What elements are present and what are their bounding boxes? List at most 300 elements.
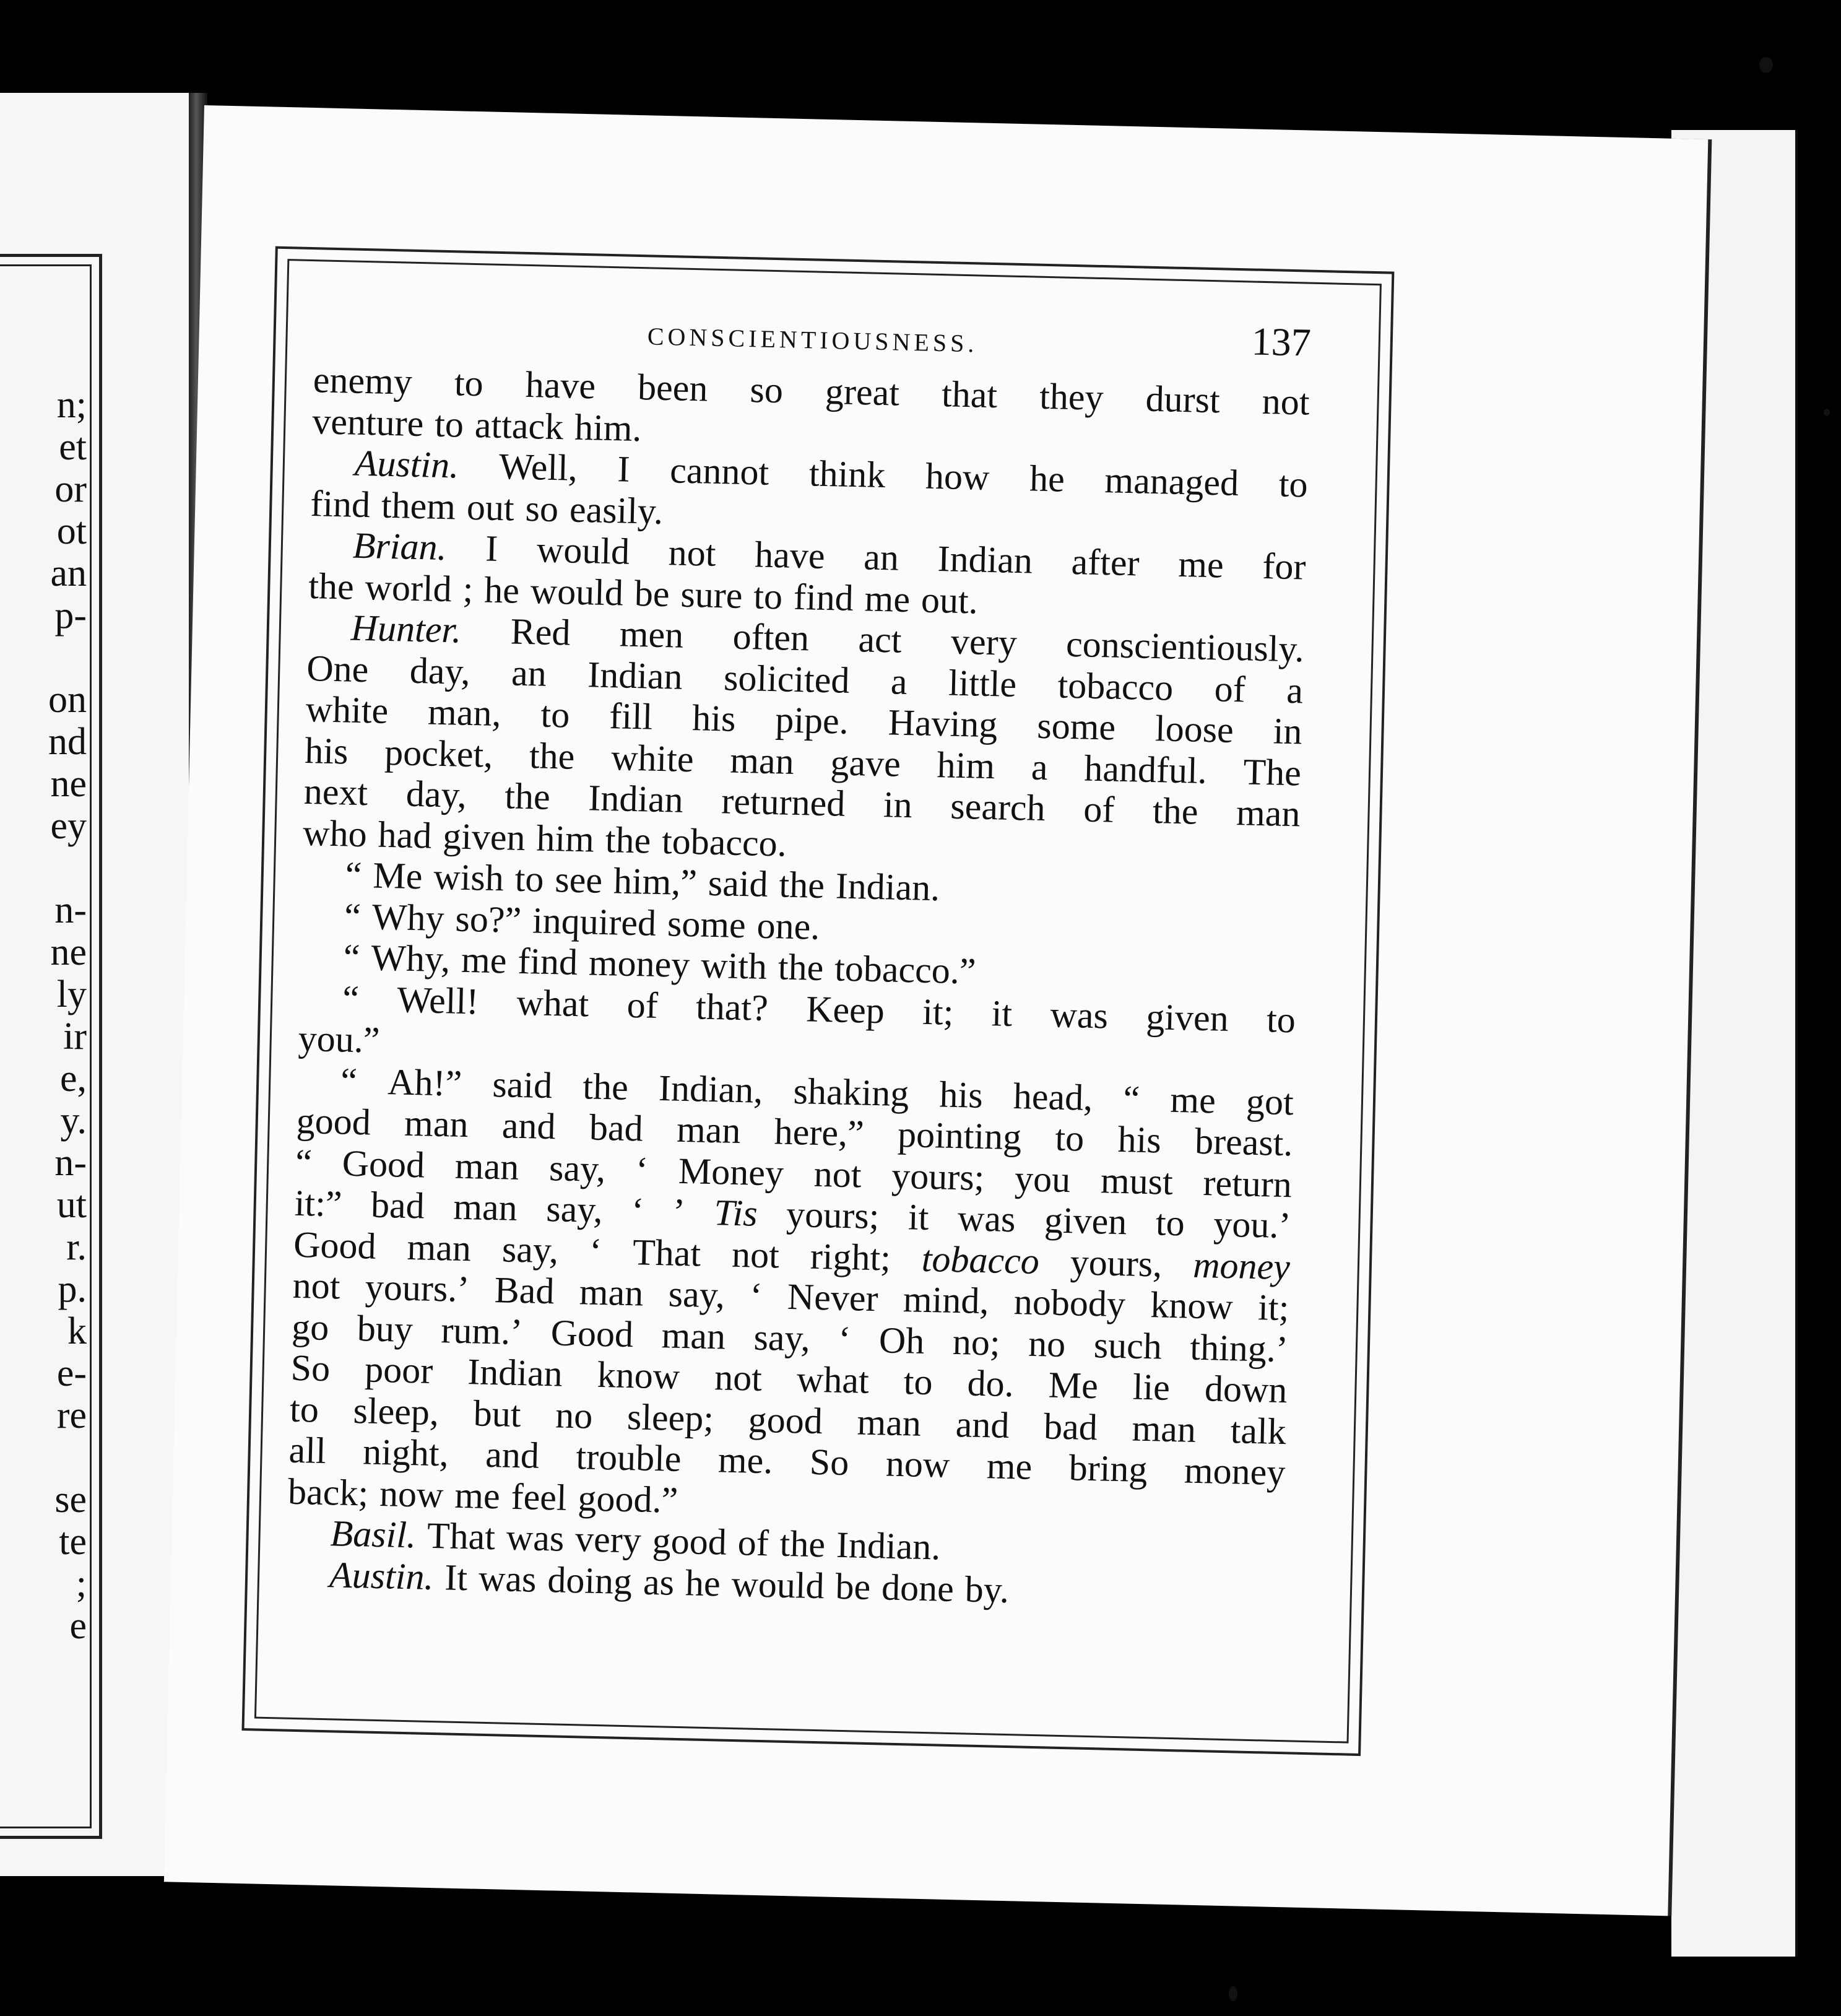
word: to (1278, 463, 1309, 505)
word: man (676, 1108, 742, 1152)
word: feel (511, 1475, 568, 1518)
word: after (1070, 541, 1140, 584)
left-page-fragment: n- (54, 889, 87, 931)
word: man, (427, 691, 502, 734)
word: That (632, 1231, 701, 1274)
word: me (864, 577, 911, 620)
word: great (825, 370, 900, 414)
word: man (661, 1314, 726, 1357)
word: by. (964, 1568, 1010, 1610)
word: good (296, 1100, 371, 1143)
word: his (691, 697, 737, 739)
word: world (364, 566, 453, 609)
word: “ (340, 1059, 358, 1101)
word: I (617, 448, 631, 490)
word: yours.’ (365, 1266, 470, 1310)
speaker-name: Basil. (329, 1513, 417, 1556)
word: Well! (396, 978, 479, 1022)
speaker-name: Austin. (354, 442, 460, 486)
word: to (454, 362, 484, 404)
word: would (730, 1563, 825, 1606)
left-page-fragment: or (54, 468, 87, 510)
word: Ah!” (387, 1061, 462, 1104)
word: Indian. (835, 865, 940, 909)
word: inquired (532, 899, 657, 944)
word: Having (888, 702, 998, 745)
left-page-fragment: ne (50, 763, 87, 805)
word: the (779, 1523, 826, 1565)
word: doing (547, 1558, 633, 1602)
word: the (1152, 790, 1199, 832)
word: Good (293, 1223, 377, 1267)
page-text-block (285, 300, 1311, 1617)
word: find (793, 576, 854, 619)
word: bad (1043, 1405, 1098, 1448)
word: good.” (577, 1477, 678, 1521)
word: an (863, 536, 899, 578)
word: “ (344, 895, 362, 937)
word: to (753, 575, 783, 617)
word: pocket, (384, 731, 493, 775)
word: attack (474, 404, 564, 447)
word: Oh (878, 1319, 925, 1362)
word: in (883, 784, 913, 826)
word: a (890, 660, 908, 702)
word: not (714, 1357, 763, 1399)
word: Indian. (836, 1524, 942, 1568)
word: now (379, 1472, 444, 1515)
word: him (937, 744, 995, 786)
running-title: CONSCIENTIOUSNESS. (647, 322, 978, 358)
word: good (652, 1520, 727, 1563)
word: shaking (792, 1070, 910, 1114)
word: his (304, 729, 349, 772)
left-page-fragment: nd (48, 721, 87, 763)
word: not (668, 532, 717, 574)
word: men (619, 613, 685, 656)
word: man (729, 739, 795, 782)
word: ‘ (838, 1318, 852, 1360)
word: good (748, 1398, 823, 1441)
word: given (442, 815, 526, 858)
word: man (404, 1102, 469, 1145)
word: conscientiously. (1065, 623, 1305, 670)
word: one. (756, 905, 821, 947)
word: bad (370, 1184, 425, 1227)
left-page-fragment: n- (54, 1142, 87, 1184)
word: do. (966, 1362, 1015, 1405)
word: but (473, 1392, 522, 1435)
word: as (643, 1561, 675, 1603)
word: an (511, 652, 547, 694)
word: some (1036, 705, 1116, 748)
word: I (485, 528, 499, 569)
word: That (427, 1514, 496, 1558)
word: to (289, 1388, 319, 1430)
word: it:” (294, 1182, 343, 1225)
left-page-fragment: e (69, 1605, 87, 1647)
word: tobacco.” (834, 947, 977, 992)
word: Money (678, 1150, 784, 1194)
word: so (524, 487, 559, 529)
word: ; (462, 568, 474, 610)
word: returned (721, 780, 846, 824)
word: said (708, 862, 769, 905)
word: tobacco. (661, 820, 787, 864)
word: Well, (498, 445, 578, 489)
left-page-fragment: te (59, 1521, 87, 1563)
word: the (582, 1065, 629, 1108)
word: of (1083, 788, 1115, 830)
left-page-fragment: ot (56, 510, 87, 552)
word: “ (343, 936, 361, 978)
word: out. (920, 578, 979, 622)
word: cannot (669, 450, 769, 493)
word: know (597, 1353, 680, 1397)
word: ’ (672, 1191, 686, 1233)
word: bring (1068, 1447, 1148, 1490)
left-page-fragment: p. (58, 1268, 87, 1310)
word: act (857, 619, 903, 661)
word: that? (695, 985, 769, 1028)
word: say, (545, 1188, 604, 1231)
left-page-fragment: e, (59, 1058, 87, 1100)
word: all (288, 1429, 327, 1472)
scan-speck (1759, 57, 1773, 73)
word: the (778, 946, 825, 989)
word: Indian (587, 653, 683, 697)
word: go (291, 1306, 330, 1348)
word: he (483, 568, 520, 611)
page-number: 137 (1250, 319, 1312, 365)
word: poor (364, 1349, 434, 1391)
word: money (1192, 1244, 1291, 1287)
word: white (305, 688, 389, 731)
word: Tis (713, 1192, 758, 1234)
word: them (381, 484, 456, 527)
word: and (485, 1433, 540, 1476)
word: you (1014, 1157, 1071, 1200)
word: it; (1257, 1287, 1290, 1329)
word: who (302, 812, 368, 854)
word: nobody (1013, 1281, 1126, 1325)
word: no (555, 1394, 594, 1436)
word: him,” (613, 860, 698, 903)
word: with (700, 944, 768, 987)
word: sleep, (353, 1389, 440, 1433)
word: you.” (298, 1017, 381, 1061)
word: think (808, 453, 886, 496)
word: for (1262, 545, 1307, 588)
word: talk (1230, 1409, 1287, 1452)
word: the (308, 565, 355, 607)
body-text (285, 359, 1310, 1617)
word: me (461, 939, 508, 981)
word: So (290, 1347, 331, 1389)
word: they (1039, 375, 1104, 419)
facing-page-left (0, 93, 189, 1876)
word: the (605, 819, 651, 861)
word: trouble (575, 1436, 682, 1480)
word: yours; (891, 1155, 985, 1198)
word: not (1262, 380, 1310, 423)
word: find (517, 940, 578, 983)
word: say, (548, 1147, 607, 1189)
word: it; (922, 991, 955, 1033)
left-page-fragment: n; (56, 384, 87, 426)
word: buy (357, 1307, 414, 1350)
word: me (1169, 1079, 1216, 1121)
word: now (885, 1443, 951, 1485)
word: to (1054, 1117, 1085, 1159)
word: Me (372, 854, 423, 897)
word: would (530, 570, 624, 614)
word: ‘ (749, 1275, 763, 1316)
word: it (991, 992, 1013, 1034)
word: find (310, 482, 371, 525)
left-page-fragment: ly (56, 973, 87, 1015)
word: often (732, 615, 810, 659)
word: his (938, 1073, 984, 1116)
word: The (1242, 750, 1302, 793)
word: white (610, 736, 695, 780)
scan-speck (1824, 409, 1830, 416)
word: Me (1048, 1364, 1099, 1407)
word: had (377, 814, 433, 856)
word: here,” (774, 1111, 865, 1154)
word: that (941, 373, 998, 416)
word: say, (501, 1228, 559, 1271)
word: day, (405, 773, 467, 815)
word: said (492, 1063, 553, 1106)
left-page-fragment: y. (60, 1100, 87, 1142)
word: easily. (569, 489, 664, 532)
word: pointing (897, 1113, 1022, 1158)
word: Why (371, 895, 445, 939)
word: of (626, 984, 659, 1026)
word: search (950, 785, 1046, 829)
word: what (516, 981, 590, 1024)
word: a (1286, 669, 1304, 711)
word: right; (810, 1235, 891, 1279)
word: was (478, 1557, 537, 1600)
book-page-right (164, 105, 1708, 1916)
left-page-fragment: re (56, 1394, 87, 1436)
word: me (986, 1445, 1033, 1487)
word: been (637, 367, 709, 409)
word: him. (574, 406, 643, 449)
word: so (749, 369, 784, 411)
word: in (1273, 710, 1303, 752)
word: thing.’ (1189, 1326, 1289, 1370)
word: to (1266, 998, 1296, 1040)
word: managed (1104, 459, 1239, 504)
word: tobacco (921, 1238, 1040, 1282)
word: night, (362, 1431, 449, 1474)
word: the (778, 864, 825, 906)
word: no (1028, 1323, 1067, 1365)
word: know (1150, 1284, 1234, 1327)
word: next (303, 770, 368, 814)
word: yours; (786, 1193, 880, 1237)
word: would (536, 529, 630, 572)
word: breast. (1194, 1120, 1294, 1164)
word: Never (787, 1275, 879, 1319)
word: ‘ (635, 1149, 649, 1191)
word: back; (287, 1471, 369, 1514)
left-page-fragment: ut (56, 1184, 87, 1226)
word: so?” (454, 898, 522, 941)
word: wish (433, 856, 505, 899)
word: Red (510, 610, 571, 653)
word: to (434, 403, 464, 445)
word: be (834, 1565, 871, 1607)
word: what (796, 1358, 870, 1401)
word: very (574, 1518, 642, 1561)
word: given (1145, 996, 1229, 1039)
left-page-fragment: et (59, 426, 87, 468)
word: Bad (494, 1269, 555, 1312)
word: the (504, 775, 551, 817)
word: So (809, 1441, 850, 1484)
left-page-fragment: se (54, 1479, 87, 1521)
word: say, (668, 1273, 726, 1316)
word: how (925, 455, 990, 498)
word: mind, (903, 1279, 990, 1322)
word: got (1245, 1080, 1294, 1123)
word: Good (342, 1142, 425, 1186)
left-page-fragment: r. (66, 1226, 87, 1268)
word: me. (717, 1439, 774, 1482)
word: of (737, 1522, 769, 1564)
word: venture (311, 400, 425, 444)
word: be (634, 572, 670, 614)
word: man (453, 1186, 518, 1228)
word: head, (1013, 1075, 1093, 1118)
word: you.’ (1213, 1203, 1292, 1246)
word: sleep; (626, 1396, 714, 1439)
word: Good (550, 1311, 634, 1355)
word: lie (1132, 1366, 1171, 1408)
word: man (454, 1145, 520, 1188)
word: rum.’ (440, 1309, 523, 1352)
word: given (1044, 1199, 1128, 1243)
left-page-text-fragments (0, 384, 87, 1647)
word: “ (342, 977, 360, 1019)
word: not (813, 1153, 862, 1196)
word: little (948, 662, 1017, 705)
word: was (506, 1516, 565, 1559)
word: and (955, 1403, 1010, 1446)
word: money (588, 942, 691, 986)
word: to (514, 858, 545, 900)
word: “ (1122, 1077, 1140, 1119)
speaker-name: Hunter. (350, 607, 462, 651)
left-page-fragment: ; (76, 1563, 87, 1605)
left-page-fragment (0, 637, 87, 679)
word: “ (295, 1141, 313, 1183)
word: sure (680, 573, 743, 616)
word: it (908, 1196, 930, 1238)
word: his (1117, 1118, 1162, 1161)
word: very (950, 620, 1018, 663)
word: return (1202, 1162, 1293, 1205)
speaker-name: Brian. (352, 524, 448, 568)
word: some (667, 902, 747, 945)
left-page-fragment: ir (63, 1015, 87, 1058)
word: tobacco (1057, 664, 1174, 708)
word: he (1029, 458, 1065, 500)
word: have (525, 363, 596, 407)
left-page-fragment: e- (56, 1352, 87, 1394)
word: enemy (313, 359, 413, 402)
word: loose (1154, 708, 1234, 750)
word: Keep (805, 988, 885, 1031)
word: me (1177, 543, 1224, 586)
word: must (1100, 1159, 1174, 1202)
word: of (1214, 667, 1246, 710)
word: Indian (587, 777, 684, 820)
left-page-fragment (0, 847, 87, 889)
word: have (754, 534, 826, 576)
left-page-fragment: ne (50, 931, 87, 973)
word: was (1049, 993, 1109, 1036)
word: “ (345, 854, 363, 896)
word: ‘ (631, 1190, 644, 1232)
left-page-fragment: k (67, 1310, 87, 1352)
word: gave (830, 741, 901, 784)
word: It (444, 1556, 468, 1598)
word: not (731, 1233, 780, 1276)
word: down (1204, 1368, 1288, 1411)
speaker-name: Austin. (329, 1553, 435, 1597)
word: bad (589, 1106, 644, 1149)
word: was (957, 1197, 1016, 1240)
left-page-fragment: ey (50, 805, 87, 847)
word: One (306, 647, 370, 690)
word: no; (952, 1321, 1001, 1363)
word: durst (1145, 378, 1221, 421)
word: Indian, (658, 1067, 764, 1111)
left-page-fragment: on (48, 679, 87, 721)
word: to (540, 693, 571, 736)
word: out (466, 486, 515, 529)
word: such (1093, 1324, 1163, 1367)
word: man (856, 1401, 922, 1444)
word: not (292, 1264, 341, 1307)
word: man (1131, 1407, 1197, 1450)
word: man (579, 1271, 644, 1314)
word: done (881, 1566, 955, 1609)
word: Indian (937, 538, 1033, 581)
word: me (454, 1474, 501, 1516)
word: the (529, 734, 576, 777)
word: yours, (1070, 1241, 1163, 1285)
left-page-fragment (0, 1436, 87, 1479)
word: man (1236, 792, 1301, 835)
word: say, (753, 1316, 811, 1359)
word: see (554, 859, 603, 901)
word: Why, (370, 937, 451, 980)
word: day, (409, 650, 471, 692)
word: handful. (1083, 747, 1208, 791)
word: pipe. (774, 699, 849, 742)
left-page-fragment: p- (54, 594, 87, 637)
word: Indian (467, 1351, 563, 1394)
word: man (406, 1226, 472, 1269)
word: money (1184, 1449, 1286, 1493)
word: ‘ (589, 1230, 602, 1272)
